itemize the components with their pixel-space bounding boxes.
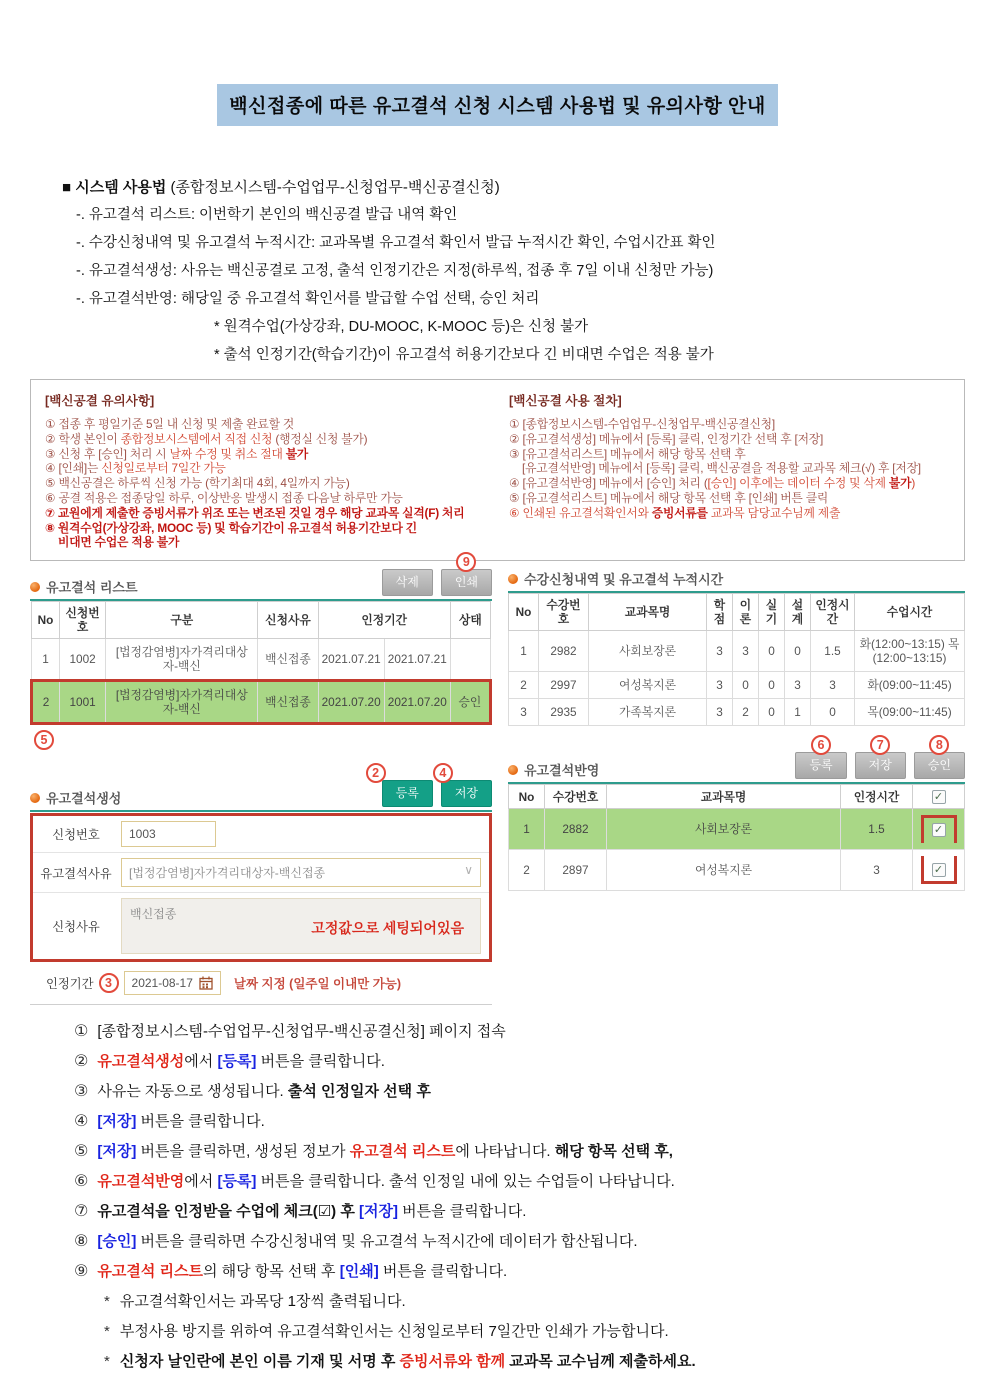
creation-title: 유고결석생성	[46, 791, 122, 807]
footnote-text	[120, 1351, 696, 1372]
text-segment: 교과목 담당교수님께 제출	[707, 505, 841, 520]
annotation-badge-9: 9	[456, 552, 476, 572]
usage-heading	[62, 176, 995, 197]
col-no: No	[509, 594, 539, 631]
calendar-icon	[199, 976, 213, 990]
cell-course-no: 2897	[545, 850, 607, 891]
cell-no: 1	[509, 631, 539, 672]
usage-note: * 출석 인정기간(학습기간)이 유고결석 허용기간보다 긴 비대면 수업은 적용 불가	[214, 347, 714, 363]
usage-heading-bold: ■ 시스템 사용법	[62, 179, 167, 196]
text-segment: ⑥ 인쇄된 유고결석확인서와	[509, 505, 652, 520]
col-no: No	[32, 602, 60, 639]
col-reason: 신청사유	[258, 602, 318, 639]
form-row-app-no	[33, 816, 489, 853]
cell-theory: 0	[733, 672, 759, 699]
cell-time: 화(09:00~11:45)	[855, 672, 965, 699]
text-segment: 유고결석반영	[97, 1173, 185, 1191]
step-marker: ②	[74, 1053, 89, 1071]
col-course-no: 수강번호	[545, 785, 607, 809]
notice-line	[45, 447, 497, 462]
left-column	[30, 555, 492, 1005]
notice-line	[509, 491, 956, 506]
col-hours: 인정시간	[811, 594, 855, 631]
print-button[interactable]: 인쇄	[441, 569, 492, 596]
annotation-badge-5-row	[34, 730, 492, 750]
annotation-badge-8: 8	[929, 735, 949, 755]
register-button-wrap	[795, 738, 846, 779]
cell-no: 2	[509, 850, 545, 891]
usage-note: * 원격수업(가상강좌, DU-MOOC, K-MOOC 등)은 신청 불가	[214, 319, 589, 335]
text-segment: ④ [인쇄]는	[45, 461, 102, 476]
app-no-input[interactable]: 1003	[121, 821, 216, 847]
col-app-no: 신청번호	[60, 602, 106, 639]
text-segment: [유고결석반영] 메뉴에서 [등록] 클릭, 백신공결을 적용할 교과목 체크(√) 후 [저장]	[522, 461, 921, 476]
form-row-detail	[33, 893, 489, 959]
cell-no: 3	[509, 699, 539, 726]
delete-button-wrap	[382, 569, 433, 596]
row-checkbox[interactable]	[932, 863, 946, 877]
text-segment: 신청자 날인란에 본인 이름 기재 및 서명 후	[119, 1353, 400, 1371]
cell-course: 사회보장론	[607, 809, 841, 850]
step-item	[74, 1171, 995, 1192]
text-segment: 종합정보시스템에서 직접 신청	[120, 431, 273, 446]
usage-item: -. 수강신청내역 및 유고결석 누적시간: 교과목별 유고결석 확인서 발급 누적시간 확인, 수업시간표 확인	[76, 235, 716, 251]
form-row-reason	[33, 853, 489, 893]
detail-field-wrap	[119, 893, 489, 959]
footnote-marker: *	[104, 1353, 110, 1371]
cell-credit: 3	[707, 699, 733, 726]
approve-button-wrap	[914, 738, 965, 779]
period-note: 날짜 지정 (일주일 이내만 가능)	[233, 977, 402, 992]
usage-item: -. 유고결석생성: 사유는 백신공결로 고정, 출석 인정기간은 지정(하루씩, 접종 후 7일 이내 신청만 가능)	[76, 263, 714, 279]
text-segment: 부정사용 방지를 위하여 유고결석확인서는 신청일로부터 7일간만 인쇄가 가능합니다.	[119, 1323, 669, 1341]
detail-label: 신청사유	[52, 920, 100, 935]
text-segment: 버튼을 클릭합니다.	[397, 1203, 527, 1221]
step-text	[97, 1201, 526, 1222]
detail-textarea[interactable]	[121, 898, 481, 954]
footnote-item	[104, 1291, 995, 1312]
step-marker: ⑨	[74, 1263, 89, 1281]
notice-line	[45, 461, 497, 476]
footnote-text	[120, 1291, 406, 1312]
absence-list-panel	[30, 555, 492, 750]
step-item	[74, 1141, 995, 1162]
creation-header	[30, 766, 492, 810]
notice-line	[509, 506, 956, 521]
ui-panels	[30, 555, 965, 1005]
cell-no: 1	[509, 809, 545, 850]
cell-design: 3	[785, 672, 811, 699]
step-text	[97, 1111, 264, 1132]
annotation-badge-6: 6	[811, 735, 831, 755]
step-item	[74, 1231, 995, 1252]
text-segment: [등록]	[217, 1053, 257, 1071]
panel-rule	[30, 810, 492, 812]
enrollment-title: 수강신청내역 및 유고결석 누적시간	[524, 572, 724, 588]
notice-line	[509, 476, 956, 491]
step-marker: ⑦	[74, 1203, 89, 1221]
cell-period-to: 2021.07.20	[384, 681, 450, 724]
reason-label: 유고결석사유	[40, 866, 112, 881]
cell-course: 여성복지론	[607, 850, 841, 891]
text-segment: [저장]	[97, 1143, 137, 1161]
text-segment: 유고결석확인서는 과목당 1장씩 출력됩니다.	[119, 1293, 406, 1311]
reason-select[interactable]	[121, 858, 481, 887]
text-segment: ⑧ 원격수업(가상강좌, MOOC 등) 및 학습기간이 유고결석 허용기간보다 긴	[45, 520, 417, 535]
enrollment-table	[508, 593, 965, 726]
notice-box	[30, 379, 965, 561]
date-input[interactable]	[124, 971, 221, 995]
footnote-marker: *	[104, 1323, 110, 1341]
detail-textarea-value: 백신접종	[130, 907, 177, 922]
annotation-badge-5: 5	[34, 730, 54, 750]
notice-precautions-title: [백신공결 유의사항]	[45, 394, 155, 408]
text-segment: 비대면 수업은 적용 불가	[58, 535, 180, 550]
reason-select-value: [법정감염병]자가격리대상자-백신접종	[129, 866, 326, 881]
step-text	[97, 1171, 675, 1192]
cell-hours: 3	[811, 672, 855, 699]
footnote-item	[104, 1321, 995, 1342]
col-theory: 이론	[733, 594, 759, 631]
footnote-marker: *	[104, 1293, 110, 1311]
text-segment: ⑤ 백신공결은 하루씩 신청 가능 (학기최대 4회, 4일까지 가능)	[45, 476, 350, 491]
cell-reason: 백신접종	[258, 681, 318, 724]
cell-period-from: 2021.07.20	[318, 681, 384, 724]
table-row[interactable]	[32, 639, 491, 681]
step-item	[74, 1021, 995, 1042]
footnote-text	[120, 1321, 669, 1342]
text-segment: ④ [유고결석반영] 메뉴에서 [승인] 처리 (	[509, 476, 708, 491]
text-segment: ③ [유고결석리스트] 메뉴에서 해당 항목 선택 후	[509, 446, 746, 461]
enrollment-panel	[508, 569, 965, 726]
text-segment: 신청일로부터 7일간 가능	[101, 461, 226, 476]
text-segment: ⑦ 교원에게 제출한 증빙서류가 위조 또는 변조된 것일 경우 해당 교과목 실격(F) 처리	[45, 505, 465, 520]
save-button-wrap	[855, 738, 906, 779]
date-value: 2021-08-17	[131, 976, 193, 991]
chevron-down-icon: ∨	[464, 863, 473, 878]
notice-line	[509, 447, 956, 462]
text-segment: [승인]	[97, 1233, 137, 1251]
period-row	[30, 963, 492, 1005]
absence-creation-panel	[30, 766, 492, 1005]
text-segment: 증빙서류와 함께	[399, 1353, 506, 1371]
text-segment: [저장]	[358, 1203, 398, 1221]
annotation-badge-3: 3	[99, 973, 119, 993]
text-segment: 유고결석생성	[97, 1053, 185, 1071]
text-segment: 에 나타납니다.	[455, 1143, 555, 1161]
text-segment: 불가	[888, 476, 912, 491]
text-segment: 유고결석 리스트	[97, 1263, 203, 1281]
panel-title	[30, 788, 121, 807]
absence-list-table	[30, 601, 492, 725]
title-row	[0, 84, 995, 126]
notice-precautions	[45, 390, 497, 550]
notice-procedure	[509, 390, 956, 550]
save-button[interactable]: 저장	[855, 752, 906, 779]
enrollment-header	[508, 569, 965, 591]
cell-course-no: 2997	[539, 672, 589, 699]
notice-line	[45, 506, 497, 521]
table-row-selected[interactable]	[32, 681, 491, 724]
text-segment: 버튼을 클릭합니다.	[136, 1113, 265, 1131]
reflection-header	[508, 738, 965, 782]
text-segment: 유고결석을 인정받을 수업에 체크(☑) 후	[97, 1203, 359, 1221]
col-course: 교과목명	[607, 785, 841, 809]
notice-line	[45, 521, 497, 536]
panel-title	[30, 577, 138, 596]
absence-list-buttons	[382, 555, 492, 596]
text-segment: [종합정보시스템-수업업무-신청업무-백신공결신청] 페이지 접속	[97, 1023, 506, 1041]
col-credit: 학점	[707, 594, 733, 631]
cell-course: 가족복지론	[589, 699, 707, 726]
notice-line	[45, 535, 497, 550]
cell-no: 2	[32, 681, 60, 724]
text-segment: 버튼을 클릭하면 수강신청내역 및 유고결석 누적시간에 데이터가 합산됩니다.	[136, 1233, 638, 1251]
cell-status	[450, 639, 490, 681]
text-segment: 에서	[184, 1173, 218, 1191]
notice-line	[45, 476, 497, 491]
cell-design: 1	[785, 699, 811, 726]
text-segment: 버튼을 클릭합니다. 출석 인정일 내에 있는 수업들이 나타납니다.	[256, 1173, 675, 1191]
cell-period-to: 2021.07.21	[384, 639, 450, 681]
cell-theory: 3	[733, 631, 759, 672]
absence-list-header	[30, 555, 492, 599]
text-segment: 버튼을 클릭하면, 생성된 정보가	[136, 1143, 350, 1161]
text-segment: ① 접종 후 평일기준 5일 내 신청 및 제출 완료할 것	[45, 417, 295, 431]
table-row	[509, 631, 965, 672]
step-item	[74, 1051, 995, 1072]
step-marker: ⑤	[74, 1143, 89, 1161]
fixed-value-annotation: 고정값으로 세팅되어있음	[311, 920, 464, 937]
step-text	[97, 1021, 505, 1042]
cell-app-no: 1002	[60, 639, 106, 681]
reflection-table	[508, 784, 965, 891]
cell-checkbox	[913, 850, 965, 891]
cell-checkbox	[913, 809, 965, 850]
step-marker: ⑧	[74, 1233, 89, 1251]
text-segment: [승인] 이후에는 데이터 수정 및 삭제	[707, 476, 889, 491]
cell-hours: 3	[841, 850, 913, 891]
register-button[interactable]: 등록	[382, 780, 433, 807]
col-no: No	[509, 785, 545, 809]
text-segment: 해당 항목 선택 후,	[554, 1143, 673, 1161]
delete-button[interactable]: 삭제	[382, 569, 433, 596]
register-button[interactable]: 등록	[795, 752, 846, 779]
text-segment: [등록]	[217, 1173, 257, 1191]
row-checkbox[interactable]	[932, 823, 946, 837]
cell-course-no: 2982	[539, 631, 589, 672]
cell-credit: 3	[707, 672, 733, 699]
step-text	[97, 1051, 385, 1072]
step-text	[97, 1081, 430, 1102]
notice-procedure-title: [백신공결 사용 절차]	[509, 394, 622, 408]
cell-credit: 3	[707, 631, 733, 672]
step-marker: ⑥	[74, 1173, 89, 1191]
step-marker: ④	[74, 1113, 89, 1131]
annotation-badge-2: 2	[366, 763, 386, 783]
creation-buttons	[372, 766, 492, 807]
text-segment: [저장]	[97, 1113, 137, 1131]
step-text	[97, 1141, 673, 1162]
text-segment: 불가	[285, 446, 309, 461]
cell-no: 1	[32, 639, 60, 681]
bullet-icon	[508, 574, 518, 584]
cell-hours: 1.5	[811, 631, 855, 672]
text-segment: ③ 신청 후 [승인] 처리 시	[45, 446, 170, 461]
text-segment: 날짜 수정 및 취소 절대	[169, 446, 286, 461]
cell-course: 사회보장론	[589, 631, 707, 672]
cell-app-no: 1001	[60, 681, 106, 724]
cell-practice: 0	[759, 631, 785, 672]
col-period: 인정기간	[318, 602, 450, 639]
notice-line	[45, 417, 497, 432]
notice-line	[45, 432, 497, 447]
text-segment: 유고결석 리스트	[349, 1143, 456, 1161]
step-marker: ③	[74, 1083, 89, 1101]
cell-category: [법정감염병]자가격리대상자-백신	[106, 639, 258, 681]
notice-line	[45, 491, 497, 506]
check-icon: ✓	[933, 864, 944, 877]
cell-hours: 1.5	[841, 809, 913, 850]
usage-item: -. 유고결석 리스트: 이번학기 본인의 백신공결 발급 내역 확인	[76, 207, 458, 223]
cell-practice: 0	[759, 699, 785, 726]
cell-practice: 0	[759, 672, 785, 699]
col-select	[913, 785, 965, 809]
check-icon: ✓	[933, 824, 944, 837]
col-course: 교과목명	[589, 594, 707, 631]
panel-title	[508, 760, 599, 779]
cell-status: 승인	[450, 681, 490, 724]
col-course-no: 수강번호	[539, 594, 589, 631]
usage-item: -. 유고결석반영: 해당일 중 유고결석 확인서를 발급할 수업 선택, 승인 처리	[76, 291, 540, 307]
select-all-checkbox[interactable]	[932, 790, 946, 804]
text-segment: 교과목 교수님께 제출하세요.	[505, 1353, 696, 1371]
step-marker: ①	[74, 1023, 89, 1041]
reason-field-wrap	[119, 853, 489, 892]
app-no-label: 신청번호	[52, 828, 100, 843]
reflection-buttons	[795, 738, 965, 779]
checkbox-annotation-box	[921, 856, 957, 884]
cell-category: [법정감염병]자가격리대상자-백신	[106, 681, 258, 724]
cell-course-no: 2935	[539, 699, 589, 726]
register-button-wrap	[372, 766, 433, 807]
text-segment: 의 해당 항목 선택 후	[202, 1263, 340, 1281]
cell-hours: 0	[811, 699, 855, 726]
cell-no: 2	[509, 672, 539, 699]
col-design: 설계	[785, 594, 811, 631]
text-segment: ② 학생 본인이	[45, 431, 121, 446]
col-practice: 실기	[759, 594, 785, 631]
text-segment: ⑥ 공결 적용은 접종당일 하루, 이상반응 발생시 접종 다음날 하루만 가능	[45, 490, 403, 505]
step-item	[74, 1261, 995, 1282]
step-item	[74, 1111, 995, 1132]
cell-time: 화(12:00~13:15) 목(12:00~13:15)	[855, 631, 965, 672]
cell-time: 목(09:00~11:45)	[855, 699, 965, 726]
text-segment: 버튼을 클릭합니다.	[256, 1053, 385, 1071]
cell-reason: 백신접종	[258, 639, 318, 681]
text-segment: ① [종합정보시스템-수업업무-신청업무-백신공결신청]	[509, 417, 775, 431]
table-header-row	[509, 785, 965, 809]
absence-list-title: 유고결석 리스트	[46, 580, 138, 596]
text-segment: 버튼을 클릭합니다.	[378, 1263, 508, 1281]
right-column	[508, 569, 965, 1005]
bullet-icon	[508, 765, 518, 775]
cell-theory: 2	[733, 699, 759, 726]
step-item	[74, 1201, 995, 1222]
text-segment: (행정실 신청 불가)	[272, 431, 368, 446]
usage-heading-rest: (종합정보시스템-수업업무-신청업무-백신공결신청)	[166, 179, 500, 196]
text-segment: 출석 인정일자 선택 후	[287, 1083, 431, 1101]
table-row-selected	[509, 809, 965, 850]
table-header-row	[32, 602, 491, 639]
absence-reflection-panel	[508, 738, 965, 891]
system-usage-section	[62, 176, 995, 365]
table-row	[509, 699, 965, 726]
app-no-field-wrap	[119, 816, 489, 852]
col-status: 상태	[450, 602, 490, 639]
cell-course-no: 2882	[545, 809, 607, 850]
creation-form-annotation-box	[30, 813, 492, 962]
bullet-icon	[30, 793, 40, 803]
page-title: 백신접종에 따른 유고결석 신청 시스템 사용법 및 유의사항 안내	[217, 84, 777, 126]
text-segment: ⑤ [유고결석리스트] 메뉴에서 해당 항목 선택 후 [인쇄] 버튼 클릭	[509, 490, 829, 505]
text-segment: 사유는 자동으로 생성됩니다.	[97, 1083, 288, 1101]
table-header-row	[509, 594, 965, 631]
footnote-item	[104, 1351, 995, 1372]
cell-period-from: 2021.07.21	[318, 639, 384, 681]
step-item	[74, 1081, 995, 1102]
text-segment: ② [유고결석생성] 메뉴에서 [등록] 클릭, 인정기간 선택 후 [저장]	[509, 431, 824, 446]
text-segment: )	[911, 476, 916, 491]
table-row	[509, 850, 965, 891]
notice-line	[509, 461, 956, 476]
approve-button[interactable]: 승인	[914, 752, 965, 779]
col-category: 구분	[106, 602, 258, 639]
cell-course: 여성복지론	[589, 672, 707, 699]
col-hours: 인정시간	[841, 785, 913, 809]
reflection-title: 유고결석반영	[524, 763, 600, 779]
notice-line	[509, 432, 956, 447]
cell-design: 0	[785, 631, 811, 672]
checkbox-annotation-box	[921, 815, 957, 843]
panel-title	[508, 569, 723, 588]
notice-line	[509, 417, 956, 432]
save-button-wrap	[439, 766, 492, 807]
text-segment: [인쇄]	[339, 1263, 379, 1281]
text-segment: 증빙서류를	[651, 505, 708, 520]
annotation-badge-7: 7	[870, 735, 890, 755]
annotation-badge-4: 4	[433, 763, 453, 783]
check-icon: ✓	[933, 791, 944, 804]
table-row	[509, 672, 965, 699]
period-label: 인정기간	[46, 977, 94, 992]
col-time: 수업시간	[855, 594, 965, 631]
save-button[interactable]: 저장	[441, 780, 492, 807]
print-button-wrap	[441, 555, 492, 596]
step-text	[97, 1231, 637, 1252]
text-segment: 에서	[184, 1053, 218, 1071]
bullet-icon	[30, 582, 40, 592]
instruction-steps	[74, 1021, 995, 1372]
step-text	[97, 1261, 507, 1282]
